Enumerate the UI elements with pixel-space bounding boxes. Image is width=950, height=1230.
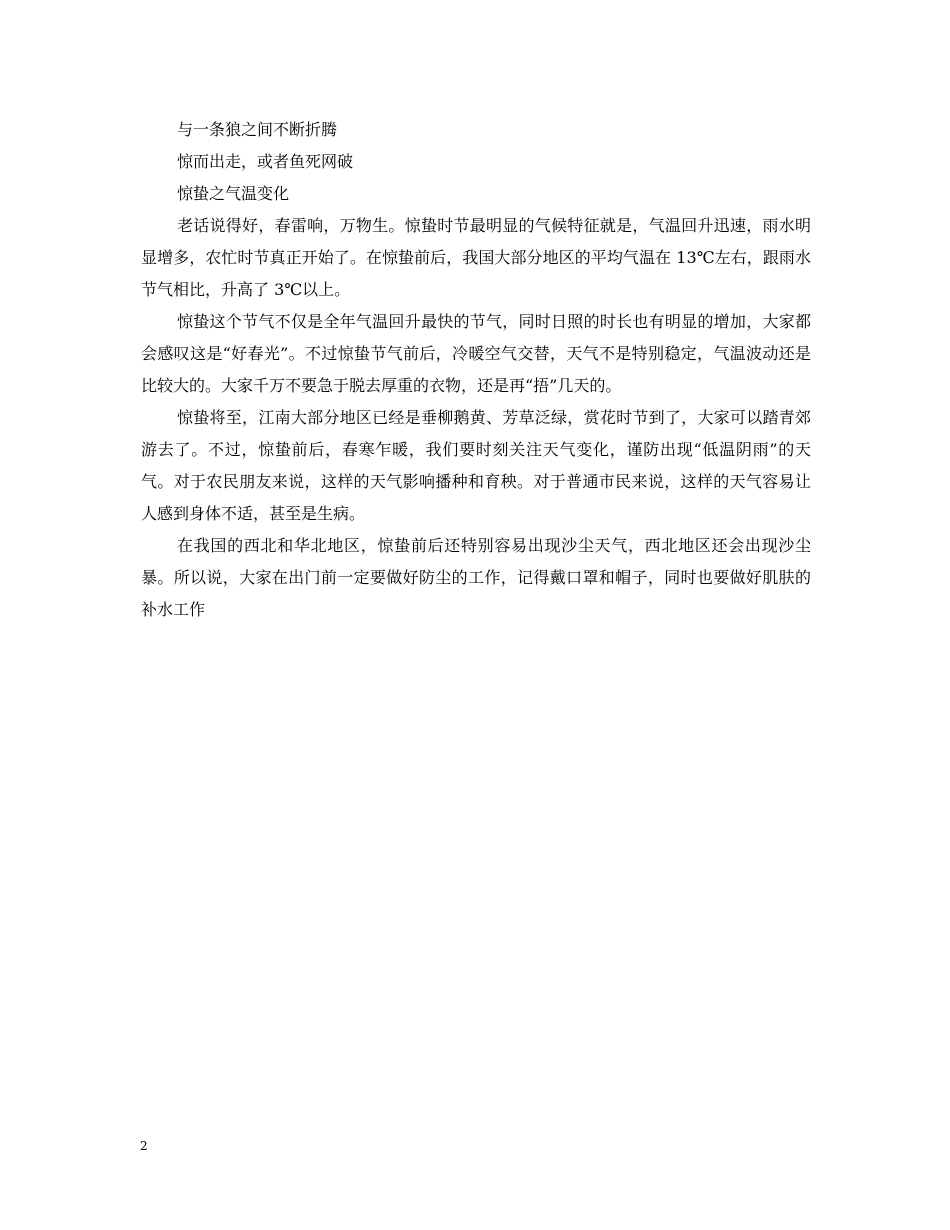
section-heading: 惊蛰之气温变化	[177, 184, 290, 203]
paragraph: 老话说得好，春雷响，万物生。惊蛰时节最明显的气候特征就是，气温回升迅速，雨水明显增多，农忙时节真正开始了。在惊蛰前后，我国大部分地区的平均气温在 13℃左右，跟雨水节气相比，升高了 3℃以上。	[141, 216, 811, 299]
page-number: 2	[140, 1139, 148, 1153]
paragraph: 在我国的西北和华北地区，惊蛰前后还特别容易出现沙尘天气，西北地区还会出现沙尘暴。所以说，大家在出门前一定要做好防尘的工作，记得戴口罩和帽子，同时也要做好肌肤的补水工作	[141, 536, 811, 619]
text-line: 与一条狼之间不断折腾	[177, 120, 338, 139]
paragraph: 惊蛰这个节气不仅是全年气温回升最快的节气，同时日照的时长也有明显的增加，大家都会感叹这是“好春光”。不过惊蛰节气前后，冷暖空气交替，天气不是特别稳定，气温波动还是比较大的。大家千万不要急于脱去厚重的衣物，还是再“捂”几天的。	[141, 312, 811, 395]
document-body	[141, 114, 811, 626]
paragraph: 惊蛰将至，江南大部分地区已经是垂柳鹅黄、芳草泛绿，赏花时节到了，大家可以踏青郊游去了。不过，惊蛰前后，春寒乍暖，我们要时刻关注天气变化，谨防出现“低温阴雨”的天气。对于农民朋友来说，这样的天气影响播种和育秧。对于普通市民来说，这样的天气容易让人感到身体不适，甚至是生病。	[141, 408, 811, 523]
text-line: 惊而出走，或者鱼死网破	[177, 152, 354, 171]
